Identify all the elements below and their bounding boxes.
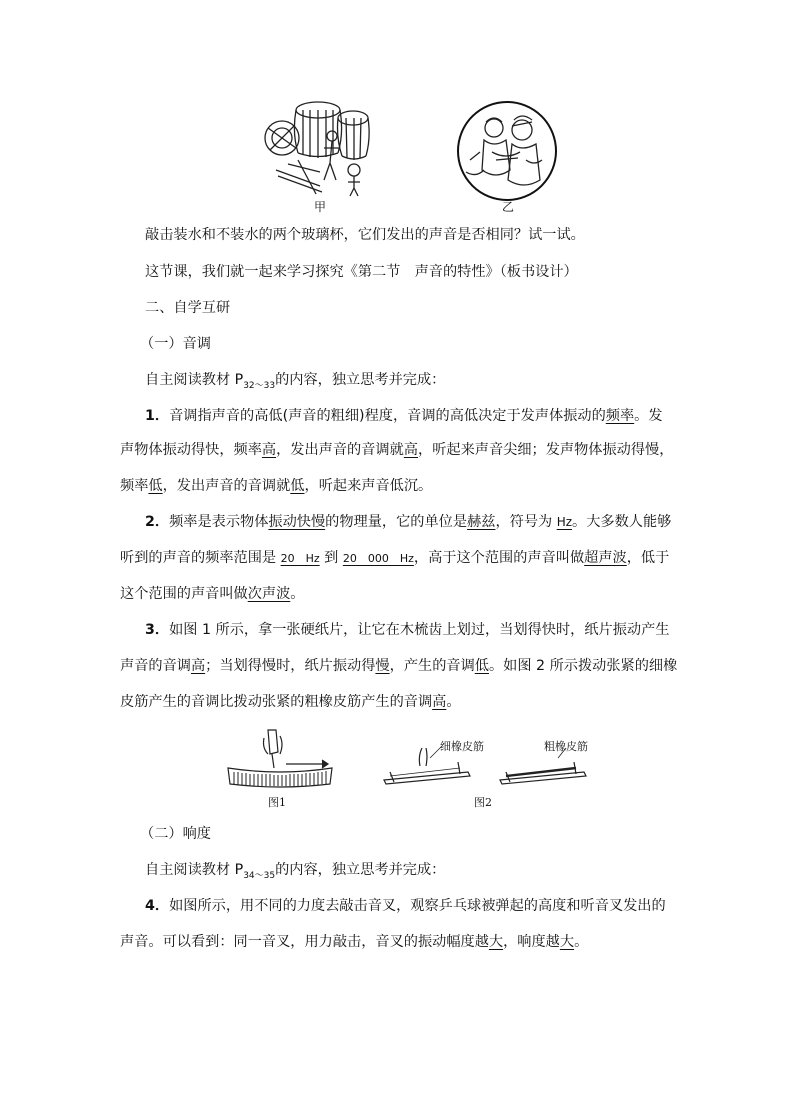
figure-1-comb [226, 728, 336, 792]
item-2-line-2: 听到的声音的频率范围是 20 Hz 到 20 000 Hz，高于这个范围的声音叫做超声波，低于 [120, 550, 670, 566]
answer: 高 [403, 442, 418, 458]
paragraph-intro: 敲击装水和不装水的两个玻璃杯，它们发出的声音是否相同？试一试。 [145, 227, 585, 243]
answer: 慢 [375, 658, 390, 674]
answer: 频率 [605, 408, 635, 424]
reading-instruction-2: 自主阅读教材 $P_{34\sim 35}$的内容，独立思考并完成： [145, 862, 446, 881]
answer: 赫兹 [467, 514, 496, 530]
section-heading: 二、自学互研 [145, 300, 231, 316]
answer: 20 Hz [280, 552, 320, 565]
answer: 高 [432, 694, 447, 710]
item-3-line-2: 声音的音调高；当划得慢时，纸片振动得慢，产生的音调低。如图 2 所示拨动张紧的细橡 [120, 658, 678, 674]
item-1-line-1: 1．音调指声音的高低(声音的粗细)程度，音调的高低决定于发声体振动的频率。发 [145, 408, 663, 424]
answer: 大 [488, 934, 504, 950]
thin-band-label: 细橡皮筋 [440, 740, 484, 753]
item-3-line-1: 3．如图 1 所示，拿一张硬纸片，让它在木梳齿上划过，当划得快时，纸片振动产生 [145, 622, 670, 638]
figure-jia [258, 98, 378, 198]
answer: 20 000 Hz [342, 552, 414, 565]
item-1-line-2: 声物体振动得快，频率高，发出声音的音调就高，听起来声音尖细；发声物体振动得慢， [120, 442, 674, 458]
paragraph-lesson: 这节课，我们就一起来学习探究《第二节 声音的特性》（板书设计） [145, 264, 578, 280]
answer: 低 [148, 478, 163, 494]
answer: 超声波 [584, 550, 627, 566]
answer: 大 [559, 934, 575, 950]
answer: 低 [290, 478, 305, 494]
answer: 低 [474, 658, 489, 674]
item-4-line-2: 声音。可以看到：同一音叉，用力敲击，音叉的振动幅度越大，响度越大。 [120, 934, 589, 950]
item-2-line-1: 2．频率是表示物体振动快慢的物理量，它的单位是赫兹，符号为 Hz。大多数人能够 [145, 514, 672, 530]
figure-yi-caption: 乙 [502, 200, 515, 214]
answer: 高 [261, 442, 277, 458]
item-2-line-3: 这个范围的声音叫做次声波。 [120, 586, 305, 602]
item-1-line-3: 频率低，发出声音的音调就低，听起来声音低沉。 [120, 478, 433, 494]
item-4-line-1: 4．如图所示，用不同的力度去敲击音叉，观察乒乓球被弹起的高度和听音叉发出的 [145, 898, 666, 914]
answer: 高 [190, 658, 206, 674]
item-3-line-3: 皮筋产生的音调比拨动张紧的粗橡皮筋产生的音调高。 [120, 694, 461, 710]
answer: 振动快慢 [268, 514, 326, 530]
figure-1-caption: 图1 [268, 796, 286, 809]
answer: 次声波 [247, 586, 291, 602]
thick-band-label: 粗橡皮筋 [544, 740, 588, 753]
figure-jia-caption: 甲 [314, 200, 327, 214]
reading-instruction-1: 自主阅读教材 $P_{32\sim 33}$的内容，独立思考并完成： [145, 372, 446, 391]
figure-2-caption: 图2 [474, 796, 492, 809]
subsection-loudness-heading: （二）响度 [140, 826, 211, 842]
answer: Hz [556, 515, 573, 529]
figure-yi [456, 100, 558, 202]
subsection-pitch-heading: （一）音调 [140, 336, 211, 352]
